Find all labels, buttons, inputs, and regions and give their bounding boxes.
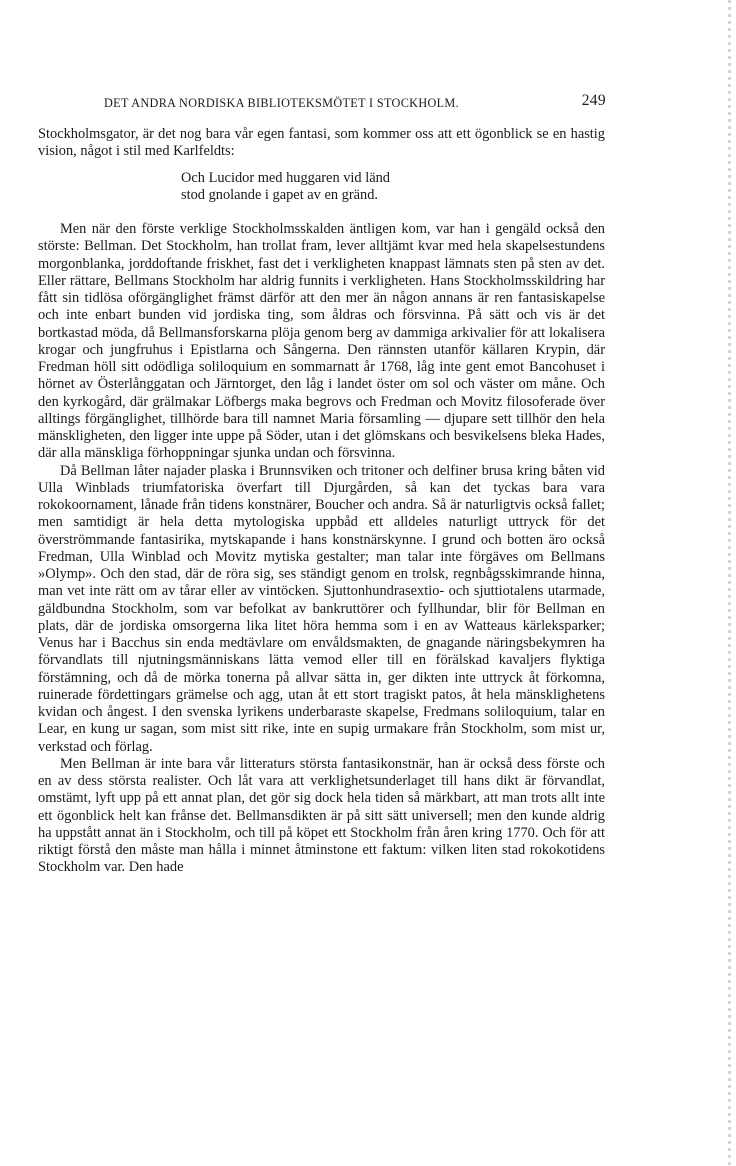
running-header	[90, 92, 608, 112]
verse-line: stod gnolande i gapet av en gränd.	[181, 186, 379, 203]
paragraph: Då Bellman låter najader plaska i Brunnsviken och tritoner och delfiner brusa kring båten vid Ulla Winblads triumfatoriska överfart till Djurgården, så kan det tyckas bara vara rokokoornament, lånade från tidens konstnärer, Boucher och andra. Så är naturligtvis också fallet; men samtidigt är hela detta mytologiska uppbåd ett alldeles naturligt uttryck för det överströmmande fantasirika, mytskapande i hans konstnärskynne. I grund och botten äro också Fredman, Ulla Winblad och Movitz mytiska gestalter; man talar inte förgäves om Bellmans »Olymp». Och den stad, där de röra sig, ses ständigt genom en trolsk, regnbågsskimrande hinna, man vet inte rätt om av tårar eller av vintöcken. Sjuttonhundrasextio- och sjuttiotalens utarmade, gäldbundna Stockholm, som var befolkat av bankruttörer och fyllhundar, blir för Bellman en plats, där de jordiska omsorgerna lika litet höra hemma som i en av Watteaus kärleksparker; Venus har i Bacchus sin enda medtävlare om envåldsmakten, de gnagande näringsbekymren ha förvandlats till njutningsmänniskans lätta vemod eller till en förälskad kavaljers flyktiga förstämning, och då de mörka tonerna på allvar sätta in, ger dikten inte uttryck åt förkomna, ruinerade fördettingars grämelse och agg, utan åt ett stort tragiskt patos, åt hela mänsklighetens kvidan och ångest. I den svenska lyrikens underbaraste skapelse, Fredmans soliloquium, talar en Lear, en kung ur sagan, som mist sitt rike, inte en supig urmakare från Stockholm, som mist ur, verkstad och förlag.	[38, 462, 605, 755]
paragraph: Men Bellman är inte bara vår litteraturs största fantasikonstnär, han är också dess förste och en av dess största realister. Och låt vara att verklighetsunderlaget till hans dikt är förvandlat, omstämt, lyft upp på ett annat plan, det gör sig dock hela tiden så märkbart, att man trots allt inte ett ögonblick helt kan frånse det. Bellmansdikten är på sitt sätt universell; men den kunde aldrig ha uppstått annat än i Stockholm, och till på köpet ett Stockholm från åren kring 1770. Och för att riktigt förstå den måste man hålla i minnet åtminstone ett faktum: vilken liten stad rokokotidens Stockholm var. Den hade	[38, 755, 605, 876]
verse-line: Och Lucidor med huggaren vid länd	[181, 169, 391, 186]
running-title: DET ANDRA NORDISKA BIBLIOTEKSMÖTET I STOCKHOLM.	[104, 96, 460, 110]
paragraph-continuation: Stockholmsgator, är det nog bara vår egen fantasi, som kommer oss att ett ögonblick se en hastig vision, något i stil med Karlfeldts:	[38, 126, 605, 160]
page-number: 249	[581, 92, 606, 109]
paragraph: Men när den förste verklige Stockholmsskalden äntligen kom, var han i gengäld också den störste: Bellman. Det Stockholm, han trollat fram, lever alltjämt kvar med hela skapelsestundens morgonblanka, jorddoftande friskhet, fast det i verkligheten knappast lämnats sten på sten av det. Eller rättare, Bellmans Stockholm har aldrig funnits i verkligheten. Hans Stockholmsskildring har fått sin tidlösa oförgänglighet främst därför att den mer än någon annans är ren fantasiskapelse och inte enbart bunden vid jordiska ting, som åldras och försvinna. På sätt och vis är det bortkastad möda, då Bellmansforskarna plöja genom berg av dammiga arkivalier för att lokalisera krogar och jungfruhus i Epistlarna och Sångerna. Den rännsten utanför källaren Krypin, där Fredman höll sitt odödliga soliloquium en sommarnatt år 1768, låg inte gent emot Bancohuset i hörnet av Österlånggatan och Järntorget, den låg i landet öster om sol och väster om måne. Och den kyrkogård, där grälmakar Löfbergs maka begrovs och Fredman och Movitz filosoferade över alltings förgänglighet, tillhörde bara till namnet Maria församling — djupare sett tillhör den hela mänskligheten, den ligger inte uppe på Söder, utan i det glömskans och besvikelsens bleka Hades, där alla mänskliga förhoppningar sjunka undan och försvinna.	[38, 221, 605, 462]
verse-quote	[181, 170, 605, 205]
scan-edge-artifact	[728, 0, 731, 1166]
page-body	[38, 126, 605, 877]
